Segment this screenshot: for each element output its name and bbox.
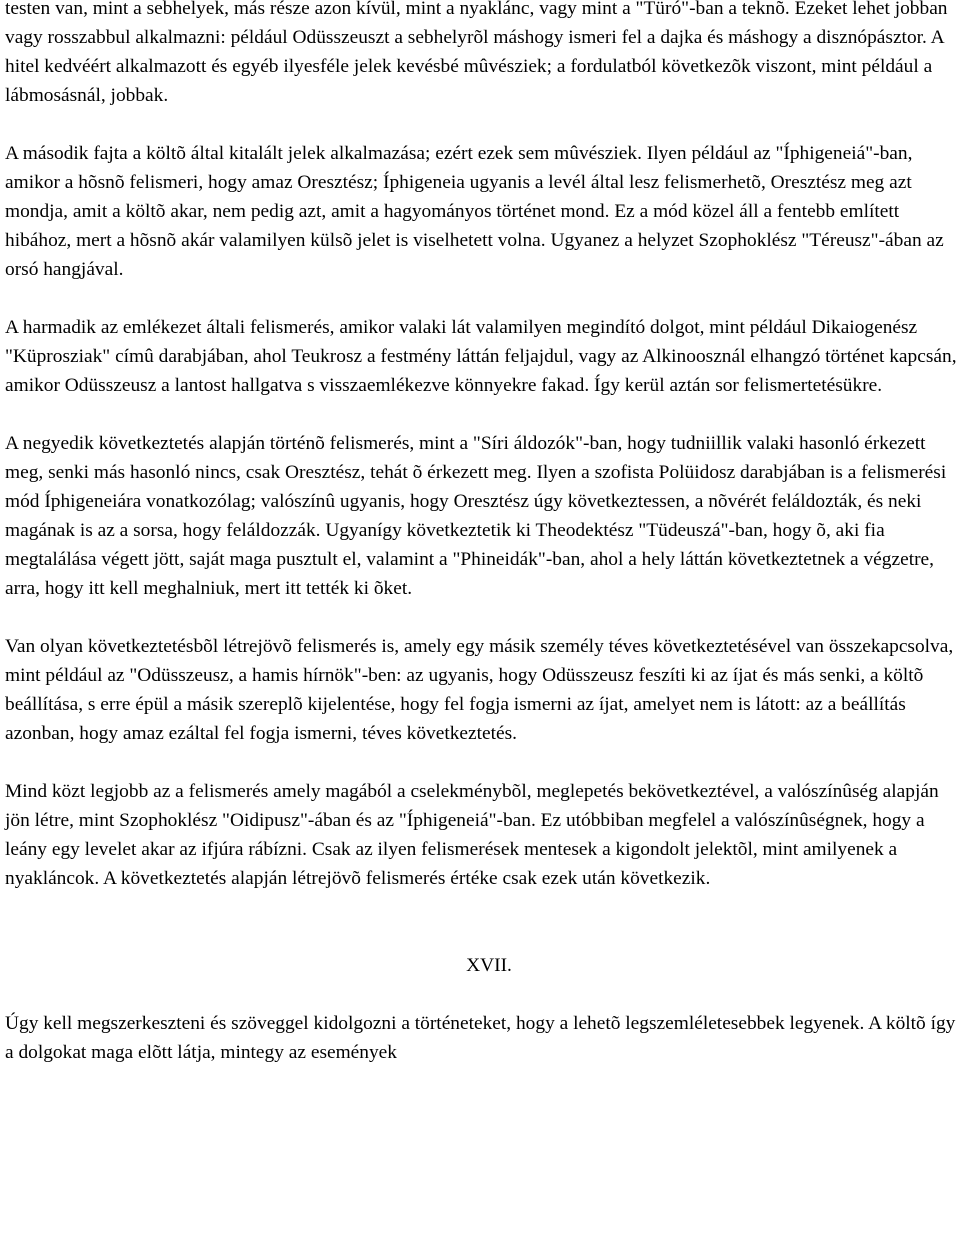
paragraph-chapter-start: Úgy kell megszerkeszteni és szöveggel kidolgozni a történeteket, hogy a lehetõ legszemléletesebbek legyenek. A költõ így a dolgokat maga elõtt látja, mintegy az események <box>5 1013 956 1063</box>
document-page <box>5 0 957 1096</box>
paragraph-second-kind: A második fajta a költõ által kitalált jelek alkalmazása; ezért ezek sem mûvésziek. Ilyen például az "Íphigeneiá"-ban, amikor a hõsnõ felismeri, hogy amaz Oresztész; Íphigeneia ugyanis a levél által lesz felismerhetõ, Oresztész meg azt mondja, amit a költõ akar, nem pedig azt, amit a hagyományos történet mond. Ez a mód közel áll a fentebb említett hibához, mert a hõsnõ akár valamilyen külsõ jelet is viselhetett volna. Ugyanez a helyzet Szophoklész "Téreusz"-ában az orsó hangjával. <box>5 143 944 280</box>
paragraph-best-recognition: Mind közt legjobb az a felismerés amely magából a cselekménybõl, meglepetés bekövetkeztével, a valószínûség alapján jön létre, mint Szophoklész "Oidipusz"-ában és az "Íphigeneiá"-ban. Ez utóbbiban megfelel a valószínûségnek, hogy a leány egy levelet akar az ifjúra rábízni. Csak az ilyen felismerések mentesek a kigondolt jelektõl, mint amilyenek a nyakláncok. A következtetés alapján létrejövõ felismerés értéke csak ezek után következik. <box>5 781 939 889</box>
paragraph-false-inference: Van olyan következtetésbõl létrejövõ felismerés is, amely egy másik személy téves következtetésével van összekapcsolva, mint például az "Odüsszeusz, a hamis hírnök"-ben: az ugyanis, hogy Odüsszeusz feszíti ki az íjat és más senki, a költõ beállítása, s erre épül a másik szereplõ kijelentése, hogy fel fogja ismerni az íjat, amelyet nem is látott: az a beállítás azonban, hogy amaz ezáltal fel fogja ismerni, téves következtetés. <box>5 636 954 744</box>
paragraph-fourth-kind: A negyedik következtetés alapján történõ felismerés, mint a "Síri áldozók"-ban, hogy tudniillik valaki hasonló érkezett meg, senki más hasonló nincs, csak Oresztész, tehát õ érkezett meg. Ilyen a szofista Polüidosz darabjában is a felismerési mód Íphigeneiára vonatkozólag; valószínû ugyanis, hogy Oresztész úgy következtessen, a nõvérét feláldozták, és neki magának is az a sorsa, hogy feláldozzák. Ugyanígy következtetik ki Theodektész "Tüdeuszá"-ban, hogy õ, aki fia megtalálása végett jött, saját maga pusztult el, valamint a "Phineidák"-ban, ahol a hely láttán következtetnek a végzetre, arra, hogy itt kell meghalniuk, mert itt tették ki õket. <box>5 433 947 599</box>
paragraph-recognition-signs: testen van, mint a sebhelyek, más része azon kívül, mint a nyaklánc, vagy mint a "Türó"-ban a teknõ. Ezeket lehet jobban vagy rosszabbul alkalmazni: például Odüsszeuszt a sebhelyrõl máshogy ismeri fel a dajka és máshogy a disznópásztor. A hitel kedvéért alkalmazott és egyéb ilyesféle jelek kevésbé mûvésziek; a fordulatból következõk viszont, mint például a lábmosásnál, jobbak. <box>5 0 948 106</box>
chapter-heading: XVII. <box>466 955 512 976</box>
paragraph-third-kind: A harmadik az emlékezet általi felismerés, amikor valaki lát valamilyen megindító dolgot, mint például Dikaiogenész "Küprosziak" címû darabjában, ahol Teukrosz a festmény láttán feljajdul, vagy az Alkinoosznál elhangzó történet kapcsán, amikor Odüsszeusz a lantost hallgatva s visszaemlékezve könnyekre fakad. Így kerül aztán sor felismertetésükre. <box>5 317 957 396</box>
